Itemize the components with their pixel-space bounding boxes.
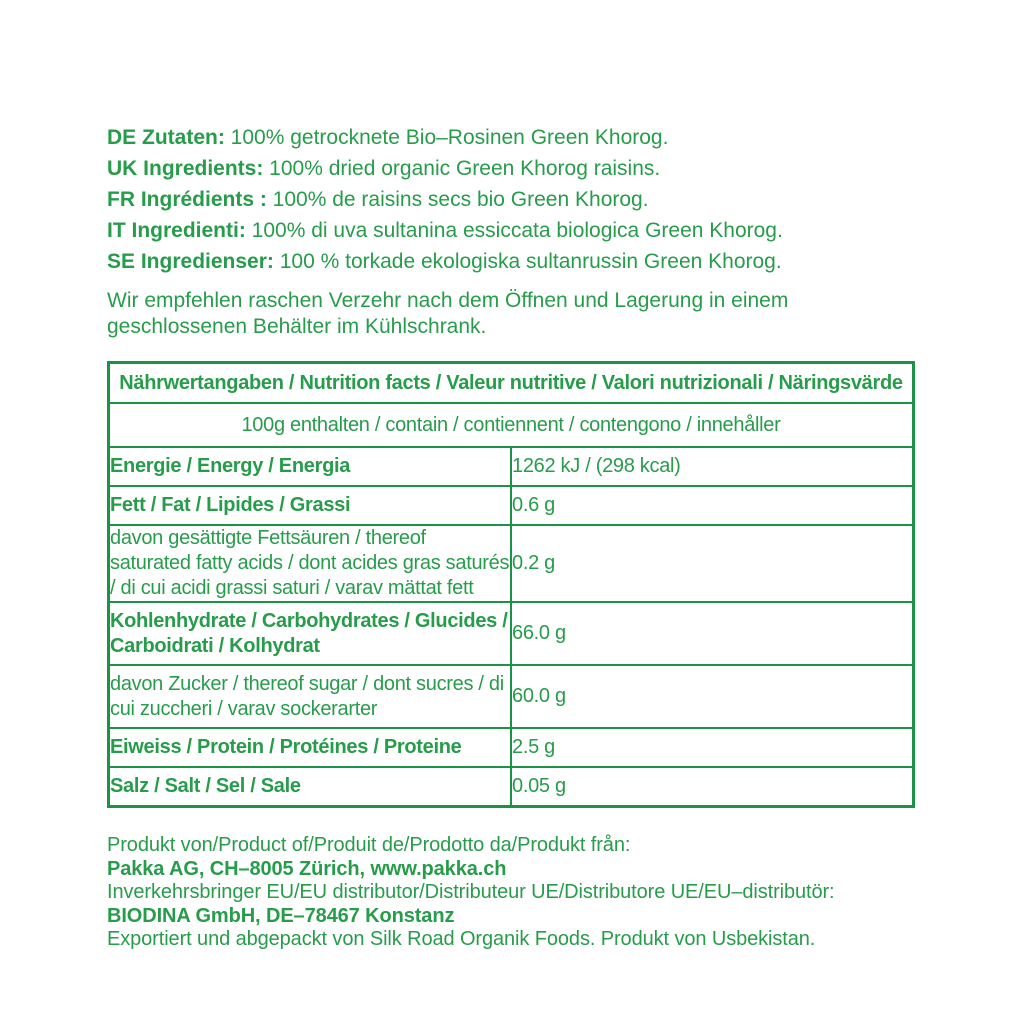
ingredient-line bbox=[107, 153, 917, 184]
nutrition-row bbox=[109, 602, 914, 665]
nutrition-table-subtitle-row bbox=[109, 403, 914, 447]
nutrition-row bbox=[109, 728, 914, 767]
nutrient-label: Eiweiss / Protein / Protéines / Proteine bbox=[109, 728, 512, 767]
ingredient-line bbox=[107, 215, 917, 246]
nutrient-label: Energie / Energy / Energia bbox=[109, 447, 512, 486]
nutrient-value: 0.05 g bbox=[511, 767, 914, 807]
ingredient-line bbox=[107, 122, 917, 153]
ingredients-section bbox=[107, 122, 917, 277]
nutrient-label: davon gesättigte Fettsäuren / thereof saturated fatty acids / dont acides gras saturés / di cui acidi grassi saturi / varav mättat fett bbox=[109, 525, 512, 602]
producer-line: Pakka AG, CH–8005 Zürich, www.pakka.ch bbox=[107, 857, 507, 880]
nutrition-table bbox=[107, 361, 915, 808]
nutrient-value: 2.5 g bbox=[511, 728, 914, 767]
ingredient-text: 100% di uva sultanina essiccata biologica Green Khorog. bbox=[245, 219, 783, 242]
producer-line: Produkt von/Product of/Produit de/Prodotto da/Produkt från: bbox=[107, 834, 631, 856]
nutrition-row bbox=[109, 486, 914, 525]
nutrition-table-title: Nährwertangaben / Nutrition facts / Valeur nutritive / Valori nutrizionali / Näringsvärde bbox=[109, 363, 914, 404]
producer-section bbox=[107, 834, 917, 952]
label-content bbox=[107, 122, 917, 952]
ingredient-text: 100% getrocknete Bio–Rosinen Green Khorog. bbox=[224, 126, 669, 149]
producer-line: Exportiert und abgepackt von Silk Road Organik Foods. Produkt von Usbekistan. bbox=[107, 928, 816, 950]
nutrition-table-subtitle: 100g enthalten / contain / contiennent / contengono / innehåller bbox=[109, 403, 914, 447]
ingredient-lang-prefix: SE Ingredienser: bbox=[107, 250, 274, 273]
nutrition-row bbox=[109, 525, 914, 602]
ingredient-lang-prefix: DE Zutaten: bbox=[107, 126, 225, 149]
nutrient-label: Fett / Fat / Lipides / Grassi bbox=[109, 486, 512, 525]
nutrient-value: 60.0 g bbox=[511, 665, 914, 728]
ingredient-line bbox=[107, 246, 917, 277]
ingredient-lang-prefix: UK Ingredients: bbox=[107, 157, 264, 180]
producer-line: Inverkehrsbringer EU/EU distributor/Distributeur UE/Distributore UE/EU–distributör: bbox=[107, 881, 835, 903]
nutrition-row bbox=[109, 767, 914, 807]
nutrient-value: 66.0 g bbox=[511, 602, 914, 665]
nutrient-label: Kohlenhydrate / Carbohydrates / Glucides / Carboidrati / Kolhydrat bbox=[109, 602, 512, 665]
nutrient-label: davon Zucker / thereof sugar / dont sucres / di cui zuccheri / varav sockerarter bbox=[109, 665, 512, 728]
nutrition-table-title-row bbox=[109, 363, 914, 404]
nutrient-value: 0.2 g bbox=[511, 525, 914, 602]
ingredient-lang-prefix: IT Ingredienti: bbox=[107, 219, 246, 242]
nutrient-value: 1262 kJ / (298 kcal) bbox=[511, 447, 914, 486]
ingredient-lang-prefix: FR Ingrédients : bbox=[107, 188, 267, 211]
nutrition-row bbox=[109, 665, 914, 728]
ingredient-line bbox=[107, 184, 917, 215]
nutrient-label: Salz / Salt / Sel / Sale bbox=[109, 767, 512, 807]
storage-note: Wir empfehlen raschen Verzehr nach dem Öffnen und Lagerung in einem geschlossenen Behälter im Kühlschrank. bbox=[107, 289, 789, 338]
ingredient-text: 100% de raisins secs bio Green Khorog. bbox=[266, 188, 649, 211]
ingredient-text: 100% dried organic Green Khorog raisins. bbox=[263, 157, 661, 180]
producer-line: BIODINA GmbH, DE–78467 Konstanz bbox=[107, 904, 455, 927]
nutrient-value: 0.6 g bbox=[511, 486, 914, 525]
nutrition-row bbox=[109, 447, 914, 486]
ingredient-text: 100 % torkade ekologiska sultanrussin Green Khorog. bbox=[273, 250, 782, 273]
